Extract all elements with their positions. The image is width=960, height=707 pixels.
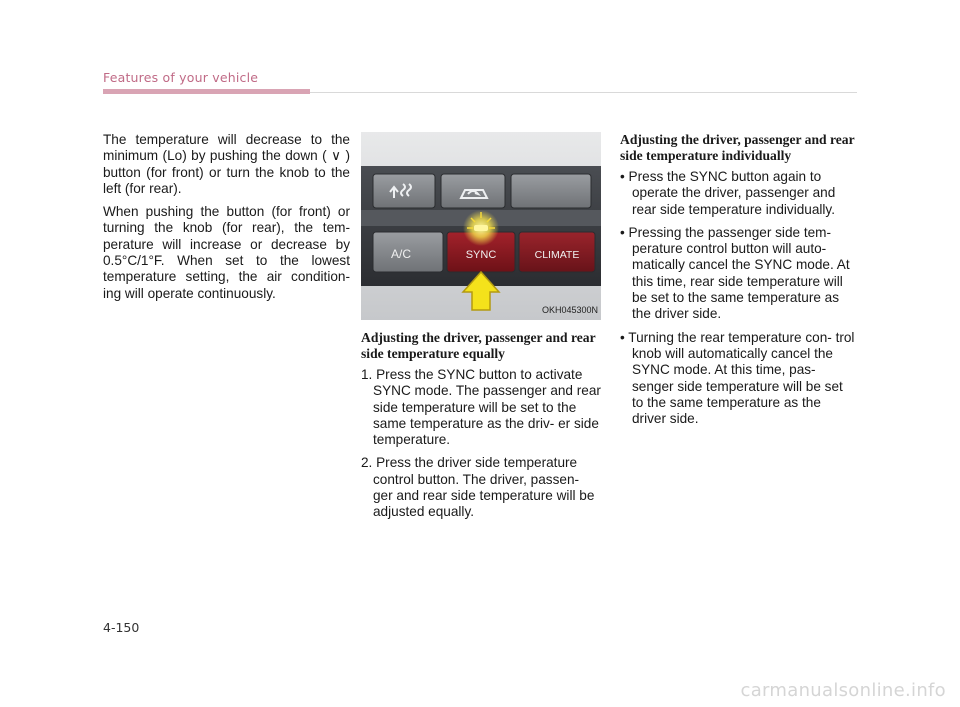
climate-button-label: CLIMATE <box>534 249 580 261</box>
paragraph: The temperature will decrease to the minimum (Lo) by pushing the down ( ∨ ) button (for front) or turn the knob to the left (for rear). <box>103 132 350 196</box>
climate-panel-illustration <box>361 132 601 320</box>
page-number: 4-150 <box>103 620 140 635</box>
bullet-item: • Press the SYNC button again to operate the driver, passenger and rear side temperature individually. <box>620 169 836 217</box>
rear-defrost-button[interactable] <box>373 174 435 208</box>
bullet-item: • Pressing the passenger side tem- perature control button will auto- matically cancel the SYNC mode. At this time, rear side temperature will be set to the same temperature as the driver side. <box>620 224 850 322</box>
section-heading: Adjusting the driver, passenger and rear side temperature equally <box>361 330 596 361</box>
sync-button-label: SYNC <box>465 249 497 261</box>
bullet-item: • Turning the rear temperature con- trol knob will automatically cancel the SYNC mode. At this time, pas- senger side temperature will be set to the same temperature as the driver side. <box>620 329 855 427</box>
paragraph: When pushing the button (for front) or turning the knob (for rear), the tem- perature will increase or decrease by 0.5°C/1°F. When set to the lowest temperature setting, the air condition- ing will operate continuously. <box>103 204 350 301</box>
climate-control-figure <box>361 132 601 320</box>
middle-column <box>361 132 601 528</box>
left-column <box>103 132 350 309</box>
step-item: 1. Press the SYNC button to activate SYNC mode. The passenger and rear side temperature will be set to the same temperature as the driv- er side temperature. <box>361 367 601 448</box>
section-heading: Adjusting the driver, passenger and rear side temperature individually <box>620 132 855 163</box>
watermark: carmanualsonline.info <box>740 680 946 701</box>
step-item: 2. Press the driver side temperature control button. The driver, passen- ger and rear side temperature will be adjusted equally. <box>361 455 595 520</box>
section-header-title: Features of your vehicle <box>103 70 259 85</box>
header-accent-rule <box>103 89 310 94</box>
figure-code: OKH045300N <box>541 304 598 315</box>
ac-button-label: A/C <box>390 247 412 261</box>
header-thin-rule <box>310 92 857 93</box>
right-column <box>620 132 857 434</box>
